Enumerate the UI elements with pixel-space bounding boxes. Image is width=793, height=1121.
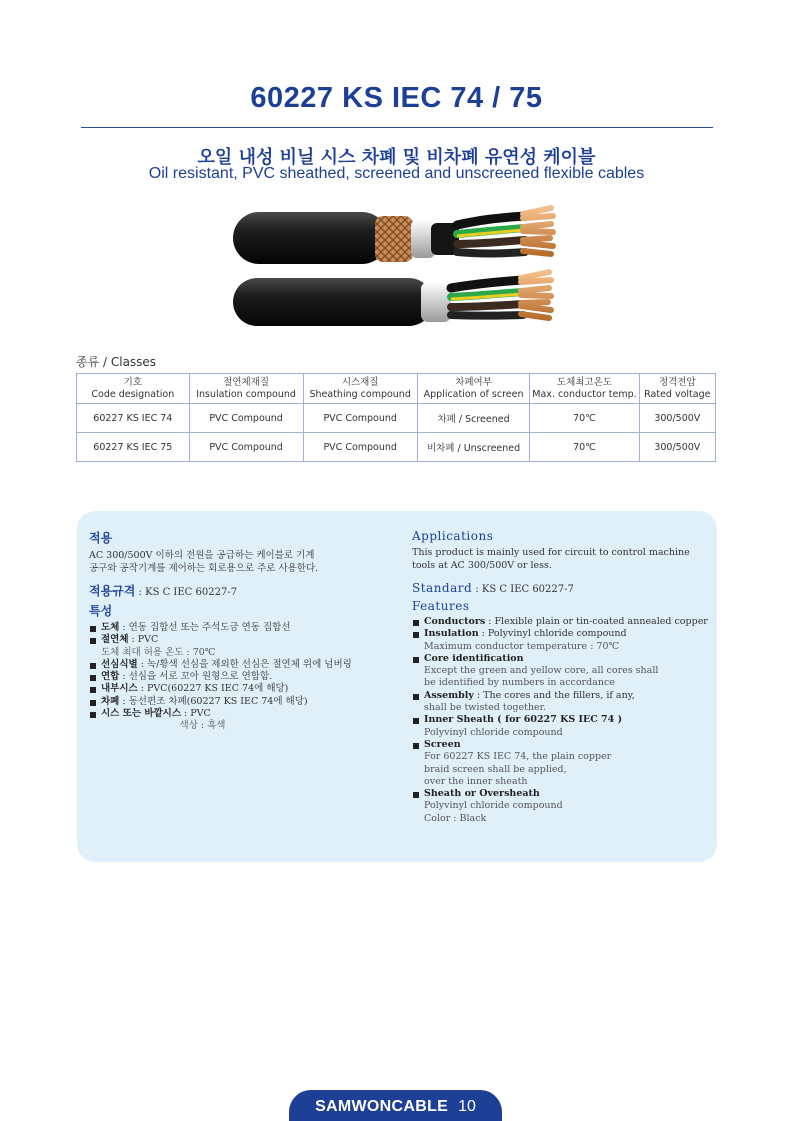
cell-screen: 차폐 / Screened bbox=[417, 404, 529, 433]
cell-insulation: PVC Compound bbox=[189, 404, 303, 433]
header-code: 기호 Code designation bbox=[77, 374, 190, 404]
list-item: Inner Sheath ( for 60227 KS IEC 74 ) Polyvinyl chloride compound bbox=[412, 714, 712, 739]
list-item: Core identification Except the green and yellow core, all cores shall be identified by numbers in accordance bbox=[412, 653, 712, 690]
list-item: 절연체 : PVC 도체 최대 허용 온도 : 70℃ bbox=[89, 634, 399, 659]
features-list-en bbox=[412, 616, 712, 825]
table-row bbox=[77, 433, 716, 462]
standard-line-en bbox=[412, 577, 712, 596]
cell-sheathing: PVC Compound bbox=[303, 433, 417, 462]
list-item: Insulation : Polyvinyl chloride compound Maximum conductor temperature : 70℃ bbox=[412, 628, 712, 653]
features-list-ko bbox=[89, 622, 399, 733]
features-heading-en: Features bbox=[412, 599, 470, 613]
list-item: Conductors : Flexible plain or tin-coated annealed copper bbox=[412, 616, 712, 628]
cable-screened-icon bbox=[233, 208, 553, 264]
applications-heading-ko: 적용 bbox=[89, 531, 113, 545]
list-item: 연합 : 선심을 서로 꼬아 원형으로 연합함. bbox=[89, 671, 399, 683]
cable-illustration bbox=[225, 200, 575, 330]
subtitle-english: Oil resistant, PVC sheathed, screened and unscreened flexible cables bbox=[148, 165, 645, 182]
list-item: 시스 또는 바깥시스 : PVC 색상 : 흑색 bbox=[89, 708, 399, 733]
applications-text-en-2: tools at AC 300/500V or less. bbox=[412, 559, 552, 571]
header-screen: 차폐여부 Application of screen bbox=[417, 374, 529, 404]
page-number: 10 bbox=[458, 1098, 476, 1115]
footer-tab bbox=[289, 1090, 502, 1121]
list-item: 도체 : 연동 집합선 또는 주석도금 연동 집합선 bbox=[89, 622, 399, 634]
list-item: Screen For 60227 KS IEC 74, the plain copper braid screen shall be applied, over the inner sheath bbox=[412, 739, 712, 788]
applications-text-ko-2: 공구와 공작기계를 제어하는 회로용으로 주로 사용한다. bbox=[89, 562, 319, 574]
header-sheathing: 시스재질 Sheathing compound bbox=[303, 374, 417, 404]
header-insulation: 절연체재질 Insulation compound bbox=[189, 374, 303, 404]
cell-sheathing: PVC Compound bbox=[303, 404, 417, 433]
cable-unscreened-icon bbox=[233, 272, 551, 326]
applications-heading-en: Applications bbox=[412, 529, 494, 543]
cell-rated-voltage: 300/500V bbox=[639, 433, 715, 462]
cell-max-temp: 70℃ bbox=[530, 404, 639, 433]
header-rated-voltage: 정격전압 Rated voltage bbox=[639, 374, 715, 404]
list-item: 차폐 : 동선편조 차폐(60227 KS IEC 74에 해당) bbox=[89, 696, 399, 708]
standard-line-ko bbox=[89, 580, 399, 599]
cell-code: 60227 KS IEC 74 bbox=[77, 404, 190, 433]
cell-code: 60227 KS IEC 75 bbox=[77, 433, 190, 462]
cell-rated-voltage: 300/500V bbox=[639, 404, 715, 433]
list-item: Sheath or Oversheath Polyvinyl chloride compound Color : Black bbox=[412, 788, 712, 825]
standard-heading-ko: 적용규격 bbox=[89, 584, 136, 598]
page-title: 60227 KS IEC 74 / 75 bbox=[250, 82, 543, 114]
korean-column bbox=[89, 529, 399, 733]
title-divider bbox=[81, 127, 713, 128]
subtitle-korean: 오일 내성 비닐 시스 차폐 및 비차폐 유연성 케이블 bbox=[197, 147, 596, 168]
table-header-row bbox=[77, 374, 716, 404]
table-row bbox=[77, 404, 716, 433]
header-max-temp: 도체최고온도 Max. conductor temp. bbox=[530, 374, 639, 404]
applications-text-en-1: This product is mainly used for circuit to control machine bbox=[412, 547, 690, 558]
list-item: Assembly : The cores and the fillers, if any, shall be twisted together. bbox=[412, 690, 712, 715]
footer-brand: SAMWONCABLE bbox=[315, 1098, 449, 1115]
cell-screen: 비차폐 / Unscreened bbox=[417, 433, 529, 462]
list-item: 선심식별 : 녹/황색 선심을 제외한 선심은 절연체 위에 넘버링 bbox=[89, 659, 399, 671]
list-item: 내부시스 : PVC(60227 KS IEC 74에 해당) bbox=[89, 683, 399, 695]
standard-value-en: : KS C IEC 60227-7 bbox=[472, 584, 574, 595]
classes-label: 종류 / Classes bbox=[76, 355, 157, 369]
english-column bbox=[412, 529, 712, 825]
applications-text-ko-1: AC 300/500V 이하의 전원을 공급하는 케이블로 기계 bbox=[89, 550, 315, 561]
features-heading-ko: 특성 bbox=[89, 604, 113, 618]
cell-insulation: PVC Compound bbox=[189, 433, 303, 462]
classes-table bbox=[76, 373, 716, 462]
standard-heading-en: Standard bbox=[412, 581, 473, 595]
standard-value-ko: : KS C IEC 60227-7 bbox=[135, 587, 238, 598]
footer-text bbox=[289, 1098, 502, 1116]
cell-max-temp: 70℃ bbox=[530, 433, 639, 462]
